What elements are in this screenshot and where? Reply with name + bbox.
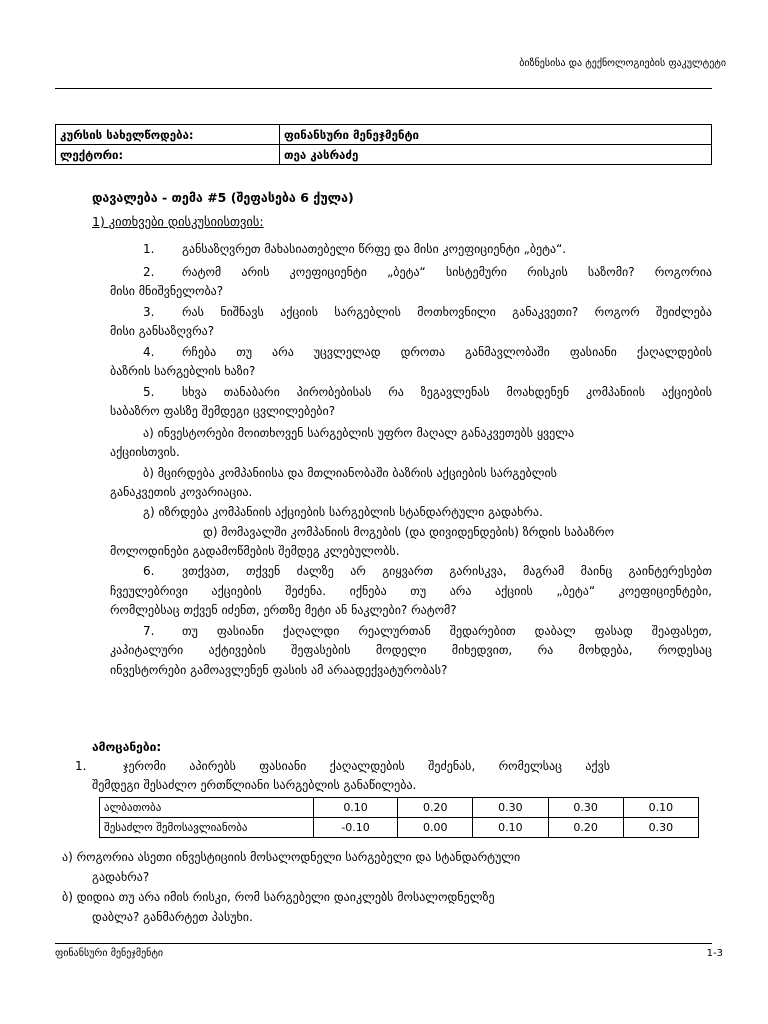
question-6-line-2: ჩვეულებრივი აქციების შეძენა. იქნება თუ არა აქციის „ბეტა“ კოეფიციენტები,: [110, 584, 712, 598]
question-7-line-2: კაპიტალური აქტივების შეფასების მოდელი მიხედვით, რა მოხდება, როდესაც: [110, 643, 712, 657]
table-cell: 0.30: [473, 798, 548, 818]
table-cell: 0.10: [623, 798, 698, 818]
discussion-heading: 1) კითხვები დისკუსიისთვის:: [92, 214, 264, 229]
problem-1-line-2: შემდეგი შესაძლო ერთწლიანი სარგებლის განაწილება.: [92, 778, 417, 792]
lecturer-row: [56, 145, 712, 165]
problem-question-a-line-1: ა) როგორია ასეთი ინვესტიციის მოსალოდნელი სარგებელი და სტანდარტული: [62, 850, 521, 864]
question-5-number: 5.: [143, 385, 155, 399]
question-1-number: 1.: [143, 242, 155, 256]
problem-question-b-line-2: დაბლა? განმარტეთ პასუხი.: [92, 910, 253, 924]
page-number: 1-3: [706, 948, 723, 959]
question-7-line-3: ინვესტორები გამოავლენენ ფასის ამ არაადექვატურობას?: [110, 663, 448, 677]
question-4-number: 4.: [143, 345, 155, 359]
question-6-line-1: ვთქვათ, თქვენ ძალზე არ გიყვართ გარისკვა, მაგრამ მაინც გაინტერესებთ: [182, 564, 712, 578]
table-row: [100, 818, 699, 838]
lecturer-value: თეა კასრაძე: [280, 145, 712, 165]
table-cell: 0.30: [548, 798, 623, 818]
question-2-line-2: მისი მნიშვნელობა?: [110, 284, 224, 298]
assignment-title: დავალება - თემა #5 (შეფასება 6 ქულა): [92, 190, 354, 205]
problem-1-number: 1.: [75, 759, 87, 773]
problem-1-line-1: ჯერომი აპირებს ფასიანი ქაღალდების შეძენას, რომელსაც აქვს: [123, 759, 610, 773]
course-row: [56, 125, 712, 145]
question-6-number: 6.: [143, 564, 155, 578]
question-7-line-1: თუ ფასიანი ქაღალდი რეალურთან შედარებით დაბალ ფასად შეაფასეთ,: [182, 624, 712, 638]
question-5-line-2: საბაზრო ფასზე შემდეგი ცვლილებები?: [110, 404, 336, 418]
question-7-number: 7.: [143, 624, 155, 638]
table-row: [100, 798, 699, 818]
table-cell: 0.00: [398, 818, 473, 838]
probability-table: [99, 797, 699, 838]
sub-item-a-line-2: აქციისთვის.: [110, 445, 180, 459]
course-label: კურსის სახელწოდება:: [56, 125, 280, 145]
question-1-line-1: განსაზღვრეთ მახასიათებელი წრფე და მისი კოეფიციენტი „ბეტა“.: [182, 242, 567, 256]
question-3-number: 3.: [143, 305, 155, 319]
question-2-number: 2.: [143, 265, 155, 279]
question-3-line-1: რას ნიშნავს აქციის სარგებლის მოთხოვნილი განაკვეთი? როგორ შეიძლება: [182, 305, 712, 319]
footer-course-name: ფინანსური მენეჯმენტი: [55, 948, 164, 959]
sub-item-d-line-2: მოლოდინები გადამოწმების შემდეგ კლებულობს.: [110, 544, 400, 558]
sub-item-b-line-1: ბ) მცირდება კომპანიისა და მთლიანობაში ბაზრის აქციების სარგებლის: [143, 466, 557, 480]
question-5-line-1: სხვა თანაბარი პირობებისას რა ზეგავლენას მოახდენენ კომპანიის აქციების: [182, 385, 712, 399]
table-cell: 0.10: [473, 818, 548, 838]
sub-item-a-line-1: ა) ინვესტორები მოითხოვენ სარგებლის უფრო მაღალ განაკვეთებს ყველა: [143, 426, 575, 440]
problem-question-b-line-1: ბ) დიდია თუ არა იმის რისკი, რომ სარგებელი დაიკლებს მოსალოდნელზე: [62, 890, 495, 904]
course-info-table: [55, 124, 712, 165]
question-4-line-1: რჩება თუ არა უცვლელად დროთა განმავლობაში ფასიანი ქაღალდების: [182, 345, 712, 359]
table-cell: 0.10: [314, 798, 398, 818]
faculty-name: ბიზნესისა და ტექნოლოგიების ფაკულტეტი: [519, 58, 726, 69]
question-6-line-3: რომლებსაც თქვენ იძენთ, ერთზე მეტი ან ნაკლები? რატომ?: [110, 603, 457, 617]
sub-item-b-line-2: განაკვეთის კოვარიაცია.: [110, 485, 253, 499]
header-divider: [55, 88, 712, 89]
sub-item-d-line-1: დ) მომავალში კომპანიის მოგების (და დივიდენდების) ზრდის საბაზრო: [203, 525, 615, 539]
table-cell: 0.30: [623, 818, 698, 838]
lecturer-label: ლექტორი:: [56, 145, 280, 165]
footer-divider: [55, 943, 712, 944]
problem-question-a-line-2: გადახრა?: [92, 870, 150, 884]
course-value: ფინანსური მენეჯმენტი: [280, 125, 712, 145]
table-cell: -0.10: [314, 818, 398, 838]
problems-heading: ამოცანები:: [92, 740, 162, 754]
question-4-line-2: ბაზრის სარგებლის ხაზი?: [110, 364, 256, 378]
table-cell: 0.20: [398, 798, 473, 818]
table-cell: 0.20: [548, 818, 623, 838]
question-2-line-1: რატომ არის კოეფიციენტი „ბეტა“ სისტემური რისკის საზომი? როგორია: [182, 265, 712, 279]
sub-item-g-line-1: გ) იზრდება კომპანიის აქციების სარგებლის სტანდარტული გადახრა.: [143, 505, 543, 519]
row-label-probability: ალბათობა: [100, 798, 314, 818]
question-3-line-2: მისი განსაზღვრა?: [110, 324, 215, 338]
row-label-possible-return: შესაძლო შემოსავლიანობა: [100, 818, 314, 838]
